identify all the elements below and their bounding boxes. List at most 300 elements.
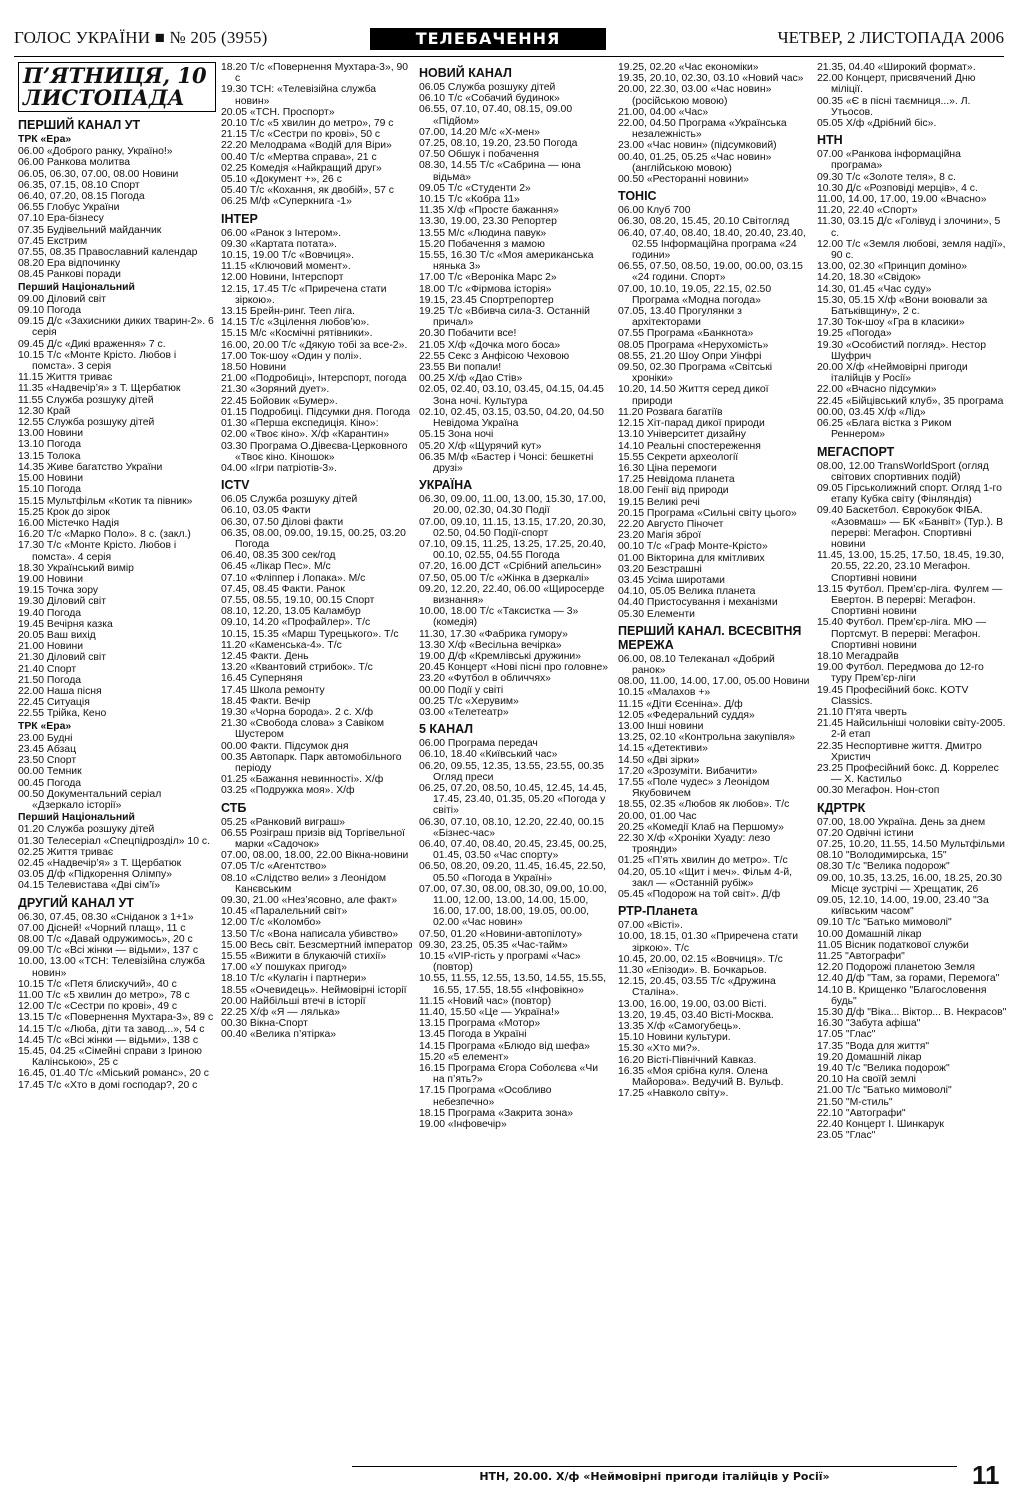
program-item: 07.10 «Фліппер і Лопака». М/с — [221, 572, 366, 584]
program-item: 05.10 «Документ +», 26 с — [221, 174, 342, 186]
program-item: 10.00 Домашній лікар — [817, 928, 922, 940]
program-item: 11.00, 14.00, 17.00, 19.00 «Вчасно» — [817, 194, 987, 206]
program-item: 07.20 Одвічні істини — [817, 827, 914, 839]
program-item: 14.15 Програма «Блюдо від шефа» — [419, 1040, 590, 1052]
program-item: 06.20, 09.55, 12.35, 13.55, 23.55, 00.35 Огляд преси — [419, 760, 604, 783]
program-item: 22.00 «Вчасно підсумки» — [817, 384, 937, 396]
program-item: 12.00 Т/с «Коломбо» — [221, 917, 322, 929]
program-item: 16.35 «Моя срібна куля. Олена Майорова». Ведучий В. Вульф. — [618, 1065, 784, 1089]
program-item: 13.20, 19.45, 03.40 Вісті-Москва. — [618, 1009, 774, 1021]
program-item: 16.15 Програма Єгора Соболєва «Чи на п’ять?» — [419, 1063, 599, 1086]
channel-subheading: ТРК «Ера» — [18, 134, 72, 145]
program-item: 08.30, 14.55 Т/с «Сабрина — юна відьма» — [419, 160, 581, 183]
program-item: 14.30, 01.45 «Час суду» — [817, 283, 932, 295]
program-item: 02.45 «Надвечір’я» з Т. Щербатюк — [18, 858, 182, 869]
program-item: 18.20 Т/с «Повернення Мухтара-3», 90 с — [221, 62, 409, 85]
program-item: 13.50 Т/с «Вона написала убивство» — [221, 928, 399, 940]
program-item: 11.20 Розвага багатіїв — [618, 406, 723, 418]
program-item: 22.20 Августо Піночет — [618, 518, 724, 530]
program-item: 06.30, 08.20, 15.45, 20.10 Світогляд — [618, 216, 790, 228]
program-item: 23.00 «Час новин» (підсумковий) — [618, 140, 777, 152]
program-item: 09.30 Т/с «Золоте теля», 8 с. — [817, 171, 956, 183]
program-item: 22.45 Ситуація — [18, 697, 90, 709]
program-item: 09.05, 12.10, 14.00, 19.00, 23.40 "За київським часом" — [817, 895, 989, 918]
program-item: 05.45 «Подорож на той світ». Д/ф — [618, 889, 781, 901]
program-item: 10.55, 11.55, 12.55, 13.50, 14.55, 15.55, 16.55, 17.55, 18.55 «Інфовікно» — [419, 973, 606, 996]
program-item: 12.55 Служба розшуку дітей — [18, 417, 155, 429]
program-item: 11.30 «Епізоди». В. Бочкарьов. — [618, 965, 767, 977]
program-item: 09.15 Д/с «Захисники диких тварин-2». 6 серія — [18, 316, 214, 339]
program-item: 13.45 Погода в Україні — [419, 1029, 527, 1041]
program-item: 11.45, 13.00, 15.25, 17.50, 18.45, 19.30, 20.55, 22.20, 23.10 Мегафон. Спортивні новини — [817, 550, 1004, 584]
program-item: 09.30, 23.25, 05.35 «Час-тайм» — [419, 939, 568, 951]
program-item: 10.00, 18.15, 01.30 «Приречена стати зіркою». Т/с — [618, 931, 799, 954]
program-item: 19.00 «Інфовечір» — [419, 1119, 507, 1131]
page-number: 11 — [972, 1460, 1000, 1490]
channel-heading: ICTV — [221, 478, 250, 493]
program-item: 22.20 Мелодрама «Водій для Віри» — [221, 140, 392, 152]
program-item: 15.00 Новини — [18, 473, 84, 485]
program-item: 00.30 Вікна-Спорт — [221, 1018, 308, 1030]
program-item: 13.55 М/с «Людина павук» — [419, 227, 547, 239]
program-item: 12.15, 17.45 Т/с «Приречена стати зіркою». — [221, 283, 387, 306]
program-item: 22.00, 04.50 Програма «Українська незалежність» — [618, 118, 787, 141]
program-item: 15.10 Погода — [18, 484, 82, 496]
channel-subheading: Перший Національний — [18, 281, 135, 293]
program-item: 00.25 Х/ф «Дао Стів» — [419, 373, 523, 385]
program-item: 03.20 Безстрашні — [618, 563, 702, 575]
program-item: 07.25, 08.10, 19.20, 23.50 Погода — [419, 138, 578, 150]
program-item: 21.45 Найсильніші чоловіки світу-2005. 2-й етап — [817, 718, 1006, 741]
program-item: 12.20 Подорожі планетою Земля — [817, 962, 975, 974]
program-item: 14.50 «Дві зірки» — [618, 754, 700, 766]
program-item: 12.00 Т/с «Земля любові, земля надії», 90 с. — [817, 238, 1006, 262]
program-item: 15.15 М/с «Космічні рятівники». — [221, 328, 373, 340]
program-item: 19.25 Т/с «Вбивча сила-3. Останній причал» — [419, 306, 590, 329]
program-item: 06.00 Клуб 700 — [618, 205, 691, 217]
day-title: П’ЯТНИЦЯ, 10 ЛИСТОПАДА — [18, 62, 216, 112]
program-item: 20.05 «ТСН. Проспорт» — [221, 106, 335, 118]
channel-subheading: ТРК «Ера» — [18, 720, 72, 732]
program-item: 00.35 «Є в пісні таємниця...». Л. Утьосов. — [817, 95, 971, 118]
program-item: 07.00, 10.10, 19.05, 22.15, 02.50 Програма «Модна погода» — [618, 283, 772, 306]
column-5 — [817, 62, 1007, 1457]
channel-heading: НТН — [817, 133, 843, 148]
program-item: 06.25, 07.20, 08.50, 10.45, 12.45, 14.45, 17.45, 23.40, 01.35, 05.20 «Погода у світі» — [419, 782, 607, 817]
program-item: 05.20 Х/ф «Щурячий кут» — [419, 440, 542, 452]
program-item: 15.10 Новини культури. — [618, 1032, 731, 1044]
program-item: 03.25 «Подружка моя». Х/ф — [221, 785, 355, 797]
program-item: 15.20 Побачення з мамою — [419, 238, 545, 250]
program-item: 06.10, 18.40 «Київський час» — [419, 749, 558, 761]
program-item: 00.00 Факти. Підсумок дня — [221, 740, 349, 752]
section-title: ТЕЛЕБАЧЕННЯ — [370, 28, 606, 50]
program-item: 00.00 Темник — [18, 766, 82, 778]
program-item: 07.55 Програма «Банкнота» — [618, 328, 754, 340]
program-item: 20.25 «Комедії Клаб на Першому» — [618, 821, 784, 833]
program-item: 19.15 Точка зору — [18, 585, 99, 597]
program-item: 18.55, 02.35 «Любов як любов». Т/с — [618, 799, 790, 811]
program-item: 13.00, 02.30 «Принцип доміно» — [817, 261, 968, 273]
program-item: 06.40, 07.20, 08.15 Погода — [18, 191, 145, 203]
program-item: 07.05 Т/с «Агентство» — [221, 861, 327, 873]
program-item: 22.55 Трійка, Кено — [18, 708, 107, 720]
program-item: 03.05 Д/ф «Підкорення Олімпу» — [18, 869, 173, 881]
program-item: 14.15 «Детективи» — [618, 743, 708, 755]
program-item: 06.10, 03.05 Факти — [221, 505, 311, 517]
program-item: 08.00, 11.00, 14.00, 17.00, 05.00 Новини — [618, 676, 810, 688]
program-item: 04.40 Пристосування і механізми — [618, 597, 778, 609]
program-item: 19.35, 20.10, 02.30, 03.10 «Новий час» — [618, 73, 804, 85]
program-item: 09.45 Д/с «Дикі враження» 7 с. — [18, 338, 166, 350]
program-item: 09.10, 14.20 «Профайлер». Т/с — [221, 617, 371, 629]
channel-heading: ІНТЕР — [221, 211, 258, 226]
program-item: 21.30 Діловий світ — [18, 652, 106, 664]
program-item: 13.30, 19.00, 23.30 Репортер — [419, 216, 557, 228]
program-item: 07.00 «Ранкова інформаційна програма» — [817, 149, 961, 172]
program-item: 22.30 Х/ф «Хроніки Хуаду: лезо троянди» — [618, 833, 771, 856]
page-header — [14, 22, 1004, 57]
channel-subheading: Перший Національний — [18, 812, 135, 824]
program-item: 10.15 Т/с «Петя блискучий», 40 с — [18, 978, 177, 990]
program-item: 19.30 «Особистий погляд». Нестор Шуфрич — [817, 339, 986, 362]
program-item: 22.40 Концерт І. Шинкарук — [817, 1119, 944, 1131]
program-item: 01.15 Подробиці. Підсумки дня. Погода — [221, 406, 411, 418]
program-item: 17.30 Т/с «Монте Крісто. Любов і помста». 4 серія — [18, 540, 177, 563]
program-item: 20.10 Т/с «5 хвилин до метро», 79 с — [221, 118, 394, 130]
program-item: 08.10, 12.20, 13.05 Каламбур — [221, 606, 361, 618]
program-item: 01.25 «Бажання невинності». Х/ф — [221, 774, 384, 786]
program-item: 00.10 Т/с «Граф Монте-Крісто» — [618, 541, 768, 553]
program-item: 22.00 Концерт, присвячений Дню міліції. — [817, 73, 976, 96]
program-item: 06.10 Т/с «Собачий будинок» — [419, 93, 560, 105]
channel-heading: РТР-Планета — [618, 904, 698, 919]
column-3 — [419, 62, 611, 1457]
program-item: 20.00 Найбільші втечі в історії — [221, 995, 366, 1007]
program-item: 15.45, 04.25 «Сімейні справи з Іриною Калінською», 25 с — [18, 1046, 202, 1069]
program-item: 16.45, 01.40 Т/с «Міський романс», 20 с — [18, 1068, 209, 1080]
program-item: 07.00, 08.00, 18.00, 22.00 Вікна-новини — [221, 850, 409, 862]
program-item: 13.10 Погода — [18, 439, 82, 451]
program-item: 19.30 Діловий світ — [18, 596, 106, 608]
program-item: 05.05 Х/ф «Дрібний біс». — [817, 118, 937, 130]
program-item: 14.15 Т/с «Люба, діти та завод...», 54 с — [18, 1023, 205, 1035]
program-item: 19.00 Новини — [18, 573, 84, 585]
program-item: 18.45 Факти. Вечір — [221, 695, 311, 707]
program-item: 21.30 «Зоряний дует». — [221, 384, 330, 396]
program-item: 07.55, 08.55, 19.10, 00.15 Спорт — [221, 594, 375, 606]
program-item: 00.50 Документальний серіал «Дзеркало історії» — [18, 788, 162, 811]
program-item: 10.20, 14.50 Життя серед дикої природи — [618, 384, 769, 407]
program-item: 09.00, 10.35, 13.25, 16.00, 18.25, 20.30 Місце зустрічі — Хрещатик, 26 — [817, 872, 1002, 895]
channel-heading: ПЕРШИЙ КАНАЛ. ВСЕСВІТНЯ МЕРЕЖА — [618, 623, 802, 652]
program-item: 23.20 «Футбол в обличчях» — [419, 673, 551, 685]
program-item: 13.15 Програма «Мотор» — [419, 1018, 541, 1030]
program-item: 17.30 Ток-шоу «Гра в класики» — [817, 317, 965, 329]
program-item: 11.20, 22.40 «Спорт» — [817, 205, 918, 217]
program-item: 10.30 Д/с «Розповіді мерців», 4 с. — [817, 182, 978, 194]
program-item: 15.30 Д/ф "Віка... Віктор... В. Некрасов" — [817, 1007, 1007, 1019]
program-item: 14.45 Т/с «Всі жінки — відьми», 138 с — [18, 1034, 199, 1046]
program-item: 11.05 Вісник податкової служби — [817, 939, 969, 951]
program-item: 15.55, 16.30 Т/с «Моя американська нянька 3» — [419, 250, 594, 273]
program-item: 09.05 Гірськолижний спорт. Огляд 1-го етапу Кубка світу (Фінляндія) — [817, 482, 1002, 506]
program-item: 09.00 Т/с «Всі жінки — відьми», 137 с — [18, 945, 199, 957]
program-item: 07.10, 09.15, 11.25, 13.25, 17.25, 20.40, 00.10, 02.55, 04.55 Погода — [419, 538, 606, 562]
program-item: 13.10 Університет дизайну — [618, 429, 746, 441]
program-item: 21.00 Т/с "Батько мимоволі" — [817, 1085, 952, 1097]
program-item: 17.25 Невідома планета — [618, 474, 735, 486]
channel-heading: УКРАЇНА — [419, 478, 473, 493]
program-item: 07.25, 10.20, 11.55, 14.50 Мультфільми — [817, 839, 1005, 850]
program-item: 23.05 "Глас" — [817, 1130, 876, 1142]
program-item: 08.20 Ера відпочинку — [18, 258, 121, 270]
program-item: 12.30 Край — [18, 405, 71, 417]
program-item: 04.00 «Ігри патріотів-3». — [221, 462, 337, 474]
program-item: 17.20 «Зрозуміти. Вибачити» — [618, 765, 758, 777]
program-item: 12.15, 20.45, 03.55 Т/с «Дружина Сталіна». — [618, 976, 776, 999]
column-1 — [18, 62, 216, 1457]
program-item: 20.30 Побачити все! — [419, 328, 517, 340]
program-item: 21.00 «Подробиці», Інтерспорт, погода — [221, 373, 407, 385]
program-item: 06.25 М/ф «Суперкнига -1» — [221, 196, 352, 208]
program-item: 19.20 Домашній лікар — [817, 1051, 922, 1063]
program-item: 06.55 Розіграш призів від Торгівельної марки «Садочок» — [221, 827, 406, 850]
program-item: 22.45 Бойовик «Бумер». — [221, 395, 338, 407]
program-item: 23.55 Ви попали! — [419, 362, 502, 374]
program-item: 06.30, 07.45, 08.30 «Сніданок з 1+1» — [18, 911, 194, 923]
program-item: 07.35 Будівельний майданчик — [18, 224, 162, 236]
program-item: 00.40, 01.25, 05.25 «Час новин» (англійською мовою) — [618, 151, 772, 174]
program-item: 10.15 «VIP-гість у програмі «Час» (повтор) — [419, 951, 581, 974]
program-item: 15.40 Футбол. Прем’єр-ліга. МЮ — Портсмут. В перерві: Мегафон. Спортивні новини — [817, 617, 987, 651]
channel-heading: МЕГАСПОРТ — [817, 444, 895, 459]
program-item: 18.00 Т/с «Фірмова історія» — [419, 283, 552, 295]
program-item: 21.35, 04.40 «Широкий формат». — [817, 62, 976, 73]
program-item: 20.00 Х/ф «Неймовірні пригоди італійців у Росії» — [817, 362, 968, 385]
program-item: 09.50, 02.30 Програма «Світські хроніки» — [618, 362, 773, 385]
channel-heading: ДРУГИЙ КАНАЛ УТ — [18, 895, 134, 910]
program-item: 20.45 Концерт «Нові пісні про головне» — [419, 662, 609, 674]
program-item: 07.00, 18.00 Україна. День за днем — [817, 816, 986, 828]
program-item: 08.10 "Володимирська, 15" — [817, 850, 947, 862]
program-item: 07.50, 01.20 «Новини-автопілоту» — [419, 928, 583, 940]
program-item: 19.40 Погода — [18, 607, 82, 619]
program-item: 13.15 Брейн-ринг. Teen ліга. — [221, 306, 355, 318]
program-item: 17.45 Школа ремонту — [221, 684, 325, 696]
column-2 — [221, 62, 413, 1457]
program-item: 14.20, 18.30 «Свідок» — [817, 272, 921, 284]
program-item: 18.50 Новини — [221, 362, 287, 374]
program-item: 07.50 Обшук і побачення — [419, 149, 540, 161]
program-item: 13.15 Толока — [18, 450, 81, 462]
program-item: 02.00 «Твоє кіно». Х/ф «Карантин» — [221, 429, 390, 441]
program-item: 06.30, 07.10, 08.10, 12.20, 22.40, 00.15 «Бізнес-час» — [419, 816, 604, 839]
program-item: 13.15 Т/с «Повернення Мухтара-3», 89 с — [18, 1012, 214, 1024]
program-item: 19.00 Футбол. Передмова до 12-го туру Прем’єр-ліги — [817, 662, 984, 685]
program-item: 06.35 М/ф «Бастер і Чонсі: бешкетні друзі» — [419, 451, 594, 474]
program-item: 07.00 «Вісті». — [618, 920, 683, 932]
program-item: 08.00, 12.00 TransWorldSport (огляд світових спортивних подій) — [817, 460, 989, 483]
program-item: 10.00, 13.00 «ТСН: Телевізійна служба новин» — [18, 956, 205, 979]
program-item: 16.30 Ціна перемоги — [618, 462, 717, 474]
program-item: 16.30 "Забута афіша" — [817, 1018, 921, 1030]
program-item: 06.00, 08.10 Телеканал «Добрий ранок» — [618, 653, 775, 676]
program-item: 18.10 Т/с «Кулагін і партнери» — [221, 973, 367, 985]
program-item: 19.15 Великі речі — [618, 496, 700, 508]
program-item: 07.00, 07.30, 08.00, 08.30, 09.00, 10.00, 11.00, 12.00, 13.00, 14.00, 15.00, 16.00, 17.00, 18.00, 19.05, 00.00, 02.00 «Час новин» — [419, 883, 607, 929]
program-item: 20.00, 01.00 Час — [618, 810, 697, 822]
program-item: 10.15, 15.35 «Марш Турецького». Т/с — [221, 628, 399, 640]
program-item: 08.45 Ранкові поради — [18, 269, 121, 281]
channel-heading: ПЕРШИЙ КАНАЛ УТ — [18, 118, 141, 132]
program-item: 12.05 «Федеральний суддя» — [618, 709, 755, 721]
program-item: 00.25 Т/с «Херувим» — [419, 695, 519, 707]
program-item: 11.15 «Діти Єсеніна». Д/ф — [618, 698, 743, 710]
program-item: 12.00 Т/с «Сестри по крові», 49 с — [18, 1001, 178, 1013]
program-item: 13.35 Х/ф «Самогубець». — [618, 1021, 741, 1033]
program-item: 17.00 Т/с «Вероніка Марс 2» — [419, 272, 557, 284]
program-item: 04.15 Телевистава «Дві сім’ї» — [18, 880, 161, 892]
program-item: 16.45 Суперняня — [221, 673, 303, 685]
program-item: 01.30 «Перша експедиція. Кіно»: — [221, 418, 379, 430]
program-item: 05.40 Т/с «Кохання, як двобій», 57 с — [221, 185, 394, 197]
program-item: 06.40, 07.40, 08.40, 18.40, 20.40, 23.40, 02.55 Інформаційна програма «24 години» — [618, 227, 806, 262]
program-item: 17.05 "Глас" — [817, 1029, 876, 1041]
program-item: 23.00 Будні — [18, 732, 73, 744]
program-item: 21.30 «Свобода слова» з Савіком Шустером — [221, 718, 385, 741]
program-item: 21.00, 04.00 «Час» — [618, 106, 709, 118]
program-item: 15.30 «Хто ми?». — [618, 1043, 701, 1055]
program-item: 19.25 «Погода» — [817, 328, 892, 340]
channel-heading: ТОНІС — [618, 189, 657, 204]
program-item: 11.55 Служба розшуку дітей — [18, 394, 154, 406]
program-item: 11.35 «Надвечір’я» з Т. Щербатюк — [18, 383, 181, 395]
program-item: 00.40 «Велика п’ятірка» — [221, 1029, 337, 1041]
program-item: 08.00 Т/с «Давай одружимось», 20 с — [18, 934, 193, 946]
program-item: 13.25, 02.10 «Контрольна закупівля» — [618, 732, 796, 744]
program-item: 10.00, 18.00 Т/с «Таксистка — 3» (комедія) — [419, 606, 579, 629]
program-item: 06.45 «Лікар Пес». М/с — [221, 561, 331, 573]
program-item: 14.35 Живе багатство України — [18, 461, 163, 473]
program-item: 19.45 Вечірня казка — [18, 618, 113, 630]
channel-heading: СТБ — [221, 800, 247, 815]
program-item: 06.05 Служба розшуку дітей — [419, 82, 556, 93]
program-item: 07.00, 09.10, 11.15, 13.15, 17.20, 20.30, 02.50, 04.50 Події-спорт — [419, 516, 606, 539]
program-item: 00.50 «Ресторанні новини» — [618, 174, 749, 186]
program-item: 21.10 П’ята чверть — [817, 706, 907, 718]
program-item: 00.00, 03.45 Х/ф «Лід» — [817, 406, 926, 418]
program-item: 19.25, 02.20 «Час економіки» — [618, 62, 759, 73]
program-item: 00.40 Т/с «Мертва справа», 21 с — [221, 151, 377, 163]
program-item: 11.15 «Ключовий момент». — [221, 261, 351, 273]
program-item: 05.30 Елементи — [618, 608, 695, 620]
program-item: 05.25 «Ранковий виграш» — [221, 816, 346, 828]
program-item: 13.00 Новини — [18, 428, 84, 440]
program-item: 09.05 Т/с «Студенти 2» — [419, 182, 531, 194]
program-item: 10.45 «Паралельний світ» — [221, 906, 348, 918]
program-item: 04.20, 05.10 «Щит і меч». Фільм 4-й, закл — «Останній рубіж» — [618, 866, 793, 889]
program-item: 09.00 Діловий світ — [18, 293, 106, 305]
program-item: 06.35, 08.00, 09.00, 19.15, 00.25, 03.20 Погода — [221, 527, 406, 550]
program-item: 07.45 Екстрим — [18, 235, 88, 247]
program-item: 18.15 Програма «Закрита зона» — [419, 1107, 574, 1119]
program-item: 06.40, 07.40, 08.40, 20.45, 23.45, 00.25, 01.45, 03.50 «Час спорту» — [419, 839, 607, 862]
program-item: 07.05, 13.40 Прогулянки з архітекторами — [618, 306, 742, 329]
program-item: 11.30, 17.30 «Фабрика гумору» — [419, 628, 568, 640]
program-item: 23.45 Абзац — [18, 743, 77, 755]
program-item: 10.15 Т/с «Кобра 11» — [419, 194, 520, 206]
program-item: 22.00 Наша пісня — [18, 685, 102, 697]
program-item: 06.35, 07.15, 08.10 Спорт — [18, 179, 140, 191]
program-item: 17.00 Ток-шоу «Один у полі». — [221, 350, 362, 362]
program-item: 19.30 «Чорна борода». 2 с. Х/ф — [221, 706, 374, 718]
program-item: 18.55 «Очевидець». Неймовірні історії — [221, 984, 407, 996]
program-item: 16.00 Містечко Надія — [18, 517, 120, 529]
program-item: 00.45 Погода — [18, 777, 82, 789]
program-item: 22.25 Х/ф «Я — лялька» — [221, 1007, 341, 1019]
program-item: 03.00 «Телетеатр» — [419, 706, 509, 718]
program-item: 19.00 Д/ф «Кремлівські дружини» — [419, 650, 582, 662]
program-item: 12.15 Хіт-парад дикої природи — [618, 418, 765, 430]
program-item: 18.30 Український вимір — [18, 562, 134, 574]
program-item: 06.00 Ранкова молитва — [18, 157, 131, 169]
program-item: 21.05 Х/ф «Дочка мого боса» — [419, 339, 561, 351]
program-item: 16.20 Т/с «Марко Поло». 8 с. (закл.) — [18, 529, 191, 541]
program-item: 17.25 «Навколо світу». — [618, 1088, 729, 1100]
channel-heading: НОВИЙ КАНАЛ — [419, 66, 512, 80]
footer-highlight: НТН, 20.00. Х/ф «Неймовірні пригоди італійців у Росії» — [352, 1466, 957, 1487]
program-item: 01.25 «П’ять хвилин до метро». Т/с — [618, 855, 788, 867]
program-item: 11.40, 15.50 «Це — Україна!» — [419, 1007, 560, 1019]
program-item: 09.20, 12.20, 22.40, 06.00 «Щиросерде визнання» — [419, 583, 605, 606]
program-item: 21.40 Спорт — [18, 663, 77, 675]
program-item: 10.15 «Малахов +» — [618, 687, 711, 699]
program-item: 11.30, 03.15 Д/с «Голівуд і злочини», 5 с. — [817, 216, 1001, 239]
program-item: 17.35 "Вода для життя" — [817, 1040, 930, 1052]
program-item: 07.45, 08.45 Факти. Ранок — [221, 583, 345, 595]
program-item: 22.45 «Бійцівський клуб», 35 програма — [817, 395, 1004, 407]
program-item: 22.10 "Автографи" — [817, 1107, 906, 1119]
program-item: 23.20 Магія зброї — [618, 530, 702, 542]
program-item: 03.30 Програма О.Дівеєва-Церковного «Твоє кіно. Кіношок» — [221, 440, 408, 463]
program-item: 17.45 Т/с «Хто в домі господар?, 20 с — [18, 1079, 198, 1091]
program-item: 10.15 Т/с «Монте Крісто. Любов і помста». 3 серія — [18, 349, 177, 373]
program-item: 03.45 Усіма широтами — [618, 574, 725, 586]
program-item: 13.15 Футбол. Прем’єр-ліга. Фулгем — Евертон. В перерві: Мегафон. Спортивні новини — [817, 583, 1003, 618]
program-item: 13.00, 16.00, 19.00, 03.00 Вісті. — [618, 998, 767, 1010]
program-item: 17.15 Програма «Особливо небезпечно» — [419, 1085, 552, 1108]
program-item: 11.20 «Каменська-4». Т/с — [221, 639, 342, 651]
program-item: 15.20 «5 елемент» — [419, 1051, 509, 1063]
program-item: 06.40, 08.35 300 сек/год — [221, 550, 336, 562]
program-item: 18.10 Мегадрайв — [817, 650, 899, 662]
program-item: 02.25 Комедія «Найкращий друг» — [221, 162, 382, 174]
program-item: 07.55, 08.35 Православний календар — [18, 247, 198, 259]
program-item: 16.20 Вісті-Північний Кавказ. — [618, 1054, 757, 1066]
program-item: 00.30 Мегафон. Нон-стоп — [817, 785, 940, 797]
column-4 — [618, 62, 810, 1457]
issue-date: ЧЕТВЕР, 2 ЛИСТОПАДА 2006 — [777, 28, 1004, 47]
program-item: 06.05 Служба розшуку дітей — [221, 494, 358, 506]
program-item: 06.00 «Доброго ранку, Україно!» — [18, 146, 173, 158]
program-item: 09.10 Погода — [18, 305, 82, 317]
program-item: 11.00 Т/с «5 хвилин до метро», 78 с — [18, 990, 190, 1002]
program-item: 07.20, 16.00 ДСТ «Срібний апельсин» — [419, 561, 602, 573]
program-item: 08.30 Т/с "Велика подорож" — [817, 861, 950, 873]
program-item: 04.10, 05.05 Велика планета — [618, 586, 756, 598]
program-item: 01.30 Телесеріал «Спецпідрозділ» 10 с. — [18, 835, 210, 847]
